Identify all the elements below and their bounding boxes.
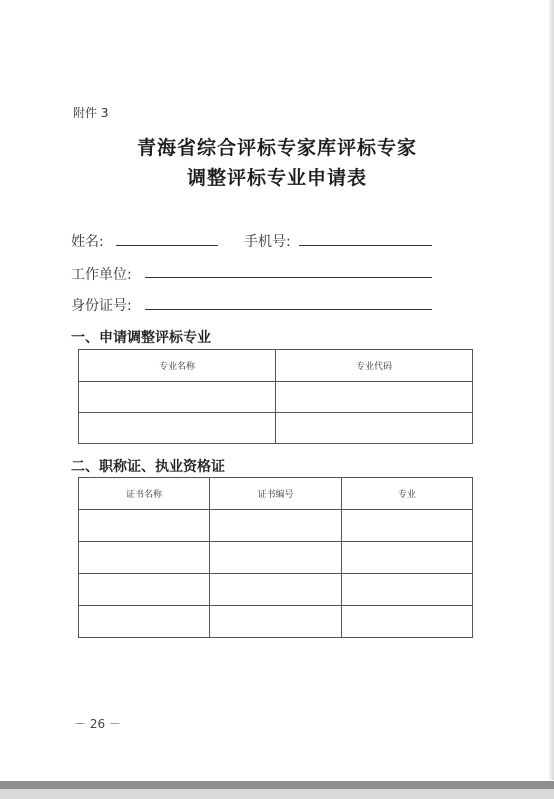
employer-label: 工作单位: (71, 267, 132, 283)
table-row (79, 574, 473, 606)
table-cell[interactable] (79, 574, 210, 606)
table-cell[interactable] (210, 606, 342, 638)
column-header-specialty-name: 专业名称 (79, 350, 276, 382)
table-cell[interactable] (342, 510, 473, 542)
table-cell[interactable] (79, 510, 210, 542)
table-cell[interactable] (342, 606, 473, 638)
table-cell[interactable] (79, 542, 210, 574)
attachment-label: 附件 3 (73, 106, 109, 120)
table-cell[interactable] (210, 574, 342, 606)
specialty-table-header (79, 350, 473, 382)
table-cell[interactable] (79, 382, 276, 413)
column-header-certificate-number: 证书编号 (210, 478, 342, 510)
table-row (79, 606, 473, 638)
section1-heading: 一、申请调整评标专业 (71, 330, 211, 346)
table-row (79, 382, 473, 413)
form-title-line2: 调整评标专业申请表 (186, 167, 367, 189)
certificate-table-header (79, 478, 473, 510)
page-number: － 26 － (74, 717, 121, 731)
form-title-line1: 青海省综合评标专家库评标专家 (136, 137, 417, 159)
table-cell[interactable] (210, 510, 342, 542)
phone-label: 手机号: (244, 234, 291, 250)
table-cell[interactable] (342, 542, 473, 574)
table-cell[interactable] (276, 382, 473, 413)
table-row (79, 510, 473, 542)
table-cell[interactable] (276, 413, 473, 444)
page-bottom-border (0, 781, 554, 789)
section2-heading: 二、职称证、执业资格证 (71, 459, 225, 475)
column-header-certificate-name: 证书名称 (79, 478, 210, 510)
name-field-line[interactable] (116, 245, 218, 246)
id-number-field-line[interactable] (145, 309, 432, 310)
table-cell[interactable] (79, 606, 210, 638)
specialty-table (78, 349, 473, 444)
name-label: 姓名: (71, 234, 104, 250)
page-bottom-shadow (0, 789, 554, 799)
table-cell[interactable] (342, 574, 473, 606)
table-row (79, 413, 473, 444)
table-cell[interactable] (79, 413, 276, 444)
table-row (79, 542, 473, 574)
phone-field-line[interactable] (299, 245, 432, 246)
table-cell[interactable] (210, 542, 342, 574)
column-header-specialty-code: 专业代码 (276, 350, 473, 382)
page-edge-shadow (548, 0, 554, 780)
column-header-specialty: 专业 (342, 478, 473, 510)
employer-field-line[interactable] (145, 277, 432, 278)
id-number-label: 身份证号: (71, 298, 132, 314)
certificate-table (78, 477, 473, 638)
